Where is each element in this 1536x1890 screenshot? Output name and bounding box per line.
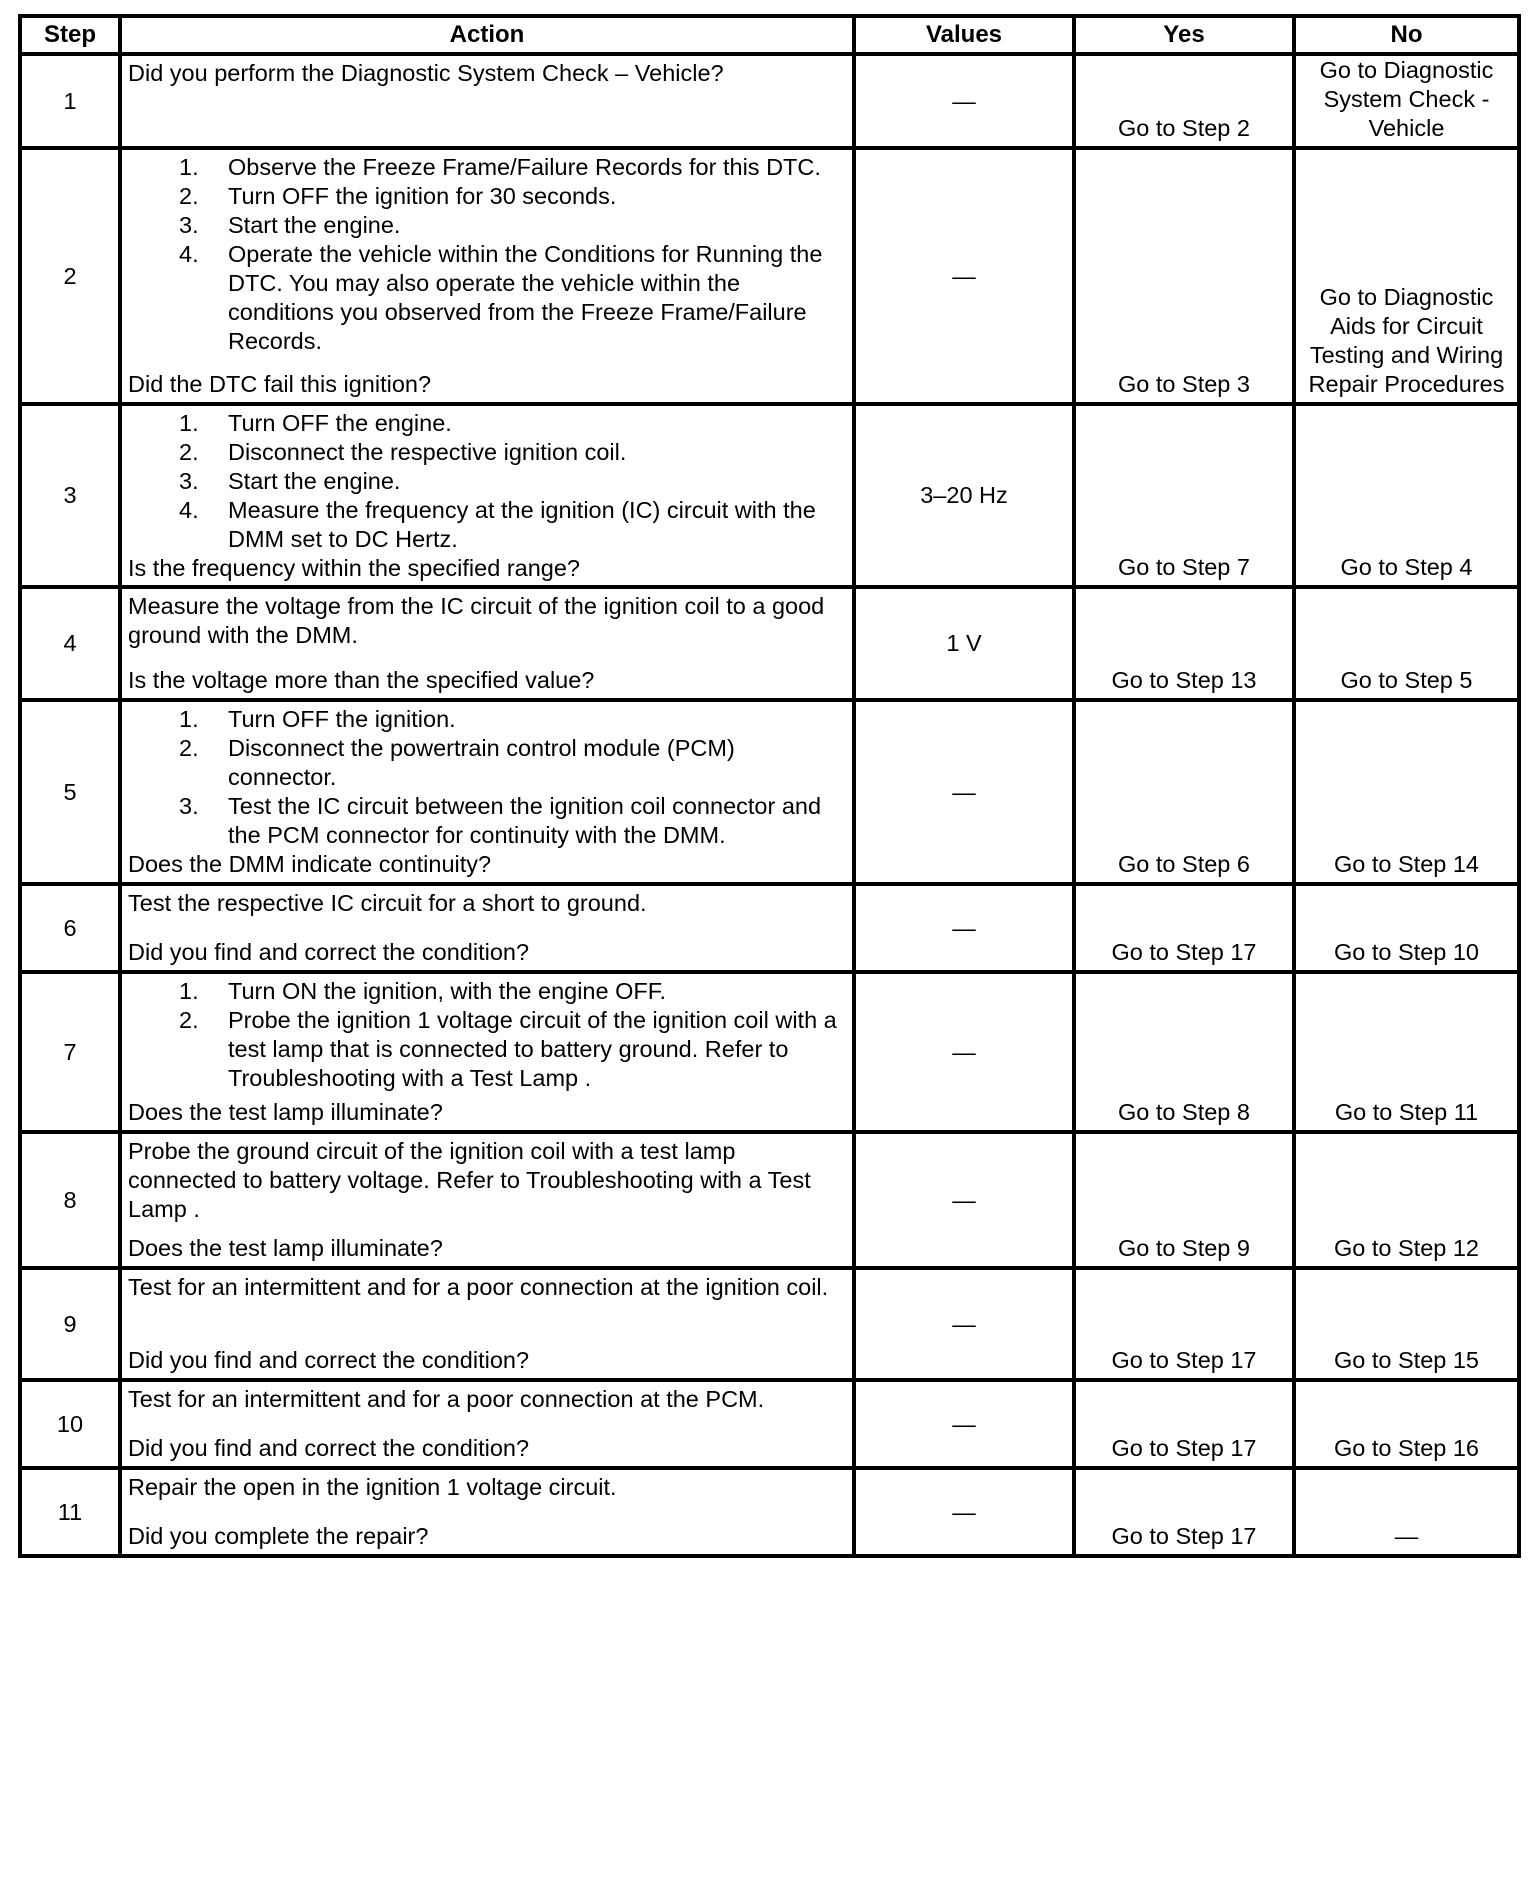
- list-item: 1. Turn ON the ignition, with the engine OFF.: [179, 978, 667, 1004]
- action-steps-list: [128, 977, 846, 1093]
- table-row: [20, 884, 1519, 972]
- no-cell: Go to Step 11: [1294, 972, 1519, 1132]
- diagnostic-table-container: [18, 14, 1517, 1558]
- step-number: 6: [20, 884, 120, 972]
- yes-cell: Go to Step 9: [1074, 1132, 1294, 1268]
- list-item: 3. Start the engine.: [179, 212, 401, 238]
- list-item-text: Disconnect the powertrain control module (PCM) connector.: [228, 735, 735, 790]
- table-header-row: [20, 16, 1519, 54]
- list-item: 3. Test the IC circuit between the ignition coil connector and the PCM connector for continuity with the DMM.: [179, 793, 822, 848]
- list-item-text: Turn ON the ignition, with the engine OFF.: [228, 978, 667, 1004]
- action-cell: [120, 1380, 854, 1468]
- diagnostic-table: [18, 14, 1521, 1558]
- action-text: Repair the open in the ignition 1 voltage circuit.: [128, 1474, 617, 1500]
- value-cell: —: [854, 148, 1074, 404]
- list-item: 1. Observe the Freeze Frame/Failure Records for this DTC.: [179, 154, 821, 180]
- no-cell: Go to Step 5: [1294, 587, 1519, 700]
- step-number: 4: [20, 587, 120, 700]
- table-body: [20, 54, 1519, 1556]
- action-steps-list: [128, 705, 846, 850]
- list-item-text: Probe the ignition 1 voltage circuit of the ignition coil with a test lamp that is connected to battery ground. Refer to Troubleshooting with a Test Lamp .: [228, 1007, 837, 1091]
- list-item: 3. Start the engine.: [179, 468, 401, 494]
- action-steps-list: [128, 409, 846, 554]
- value-cell: —: [854, 884, 1074, 972]
- no-cell: Go to Diagnostic System Check - Vehicle: [1294, 54, 1519, 148]
- table-row: [20, 148, 1519, 404]
- step-number: 1: [20, 54, 120, 148]
- list-item-text: Operate the vehicle within the Conditions for Running the DTC. You may also operate the vehicle within the conditions you observed from the Freeze Frame/Failure Records.: [228, 241, 823, 354]
- action-question: Did you find and correct the condition?: [128, 939, 530, 965]
- list-item: 2. Disconnect the respective ignition coil.: [179, 439, 627, 465]
- list-item-text: Start the engine.: [228, 468, 401, 494]
- action-cell: [120, 700, 854, 884]
- value-cell: —: [854, 700, 1074, 884]
- action-question: Did you complete the repair?: [128, 1523, 429, 1549]
- list-item: 2. Disconnect the powertrain control module (PCM) connector.: [179, 735, 735, 790]
- action-question: Did you find and correct the condition?: [128, 1347, 530, 1373]
- table-row: [20, 1268, 1519, 1380]
- no-cell: Go to Step 14: [1294, 700, 1519, 884]
- action-cell: [120, 54, 854, 148]
- action-question: Did you find and correct the condition?: [128, 1435, 530, 1461]
- value-cell: —: [854, 1380, 1074, 1468]
- action-question: Did the DTC fail this ignition?: [128, 371, 432, 397]
- action-cell: [120, 148, 854, 404]
- list-item: 4. Measure the frequency at the ignition (IC) circuit with the DMM set to DC Hertz.: [179, 497, 816, 552]
- value-cell: —: [854, 1468, 1074, 1556]
- action-text: Test for an intermittent and for a poor connection at the ignition coil.: [128, 1274, 829, 1300]
- no-cell: Go to Step 12: [1294, 1132, 1519, 1268]
- action-cell: [120, 587, 854, 700]
- value-cell: —: [854, 54, 1074, 148]
- list-item: 4. Operate the vehicle within the Conditions for Running the DTC. You may also operate the vehicle within the conditions you observed from the Freeze Frame/Failure Records.: [179, 241, 823, 354]
- step-number: 9: [20, 1268, 120, 1380]
- list-item: 2. Probe the ignition 1 voltage circuit of the ignition coil with a test lamp that is connected to battery ground. Refer to Troubleshooting with a Test Lamp .: [179, 1007, 837, 1091]
- table-row: [20, 1132, 1519, 1268]
- action-cell: [120, 972, 854, 1132]
- value-cell: —: [854, 1132, 1074, 1268]
- list-item-text: Observe the Freeze Frame/Failure Records for this DTC.: [228, 154, 821, 180]
- yes-cell: Go to Step 17: [1074, 1268, 1294, 1380]
- list-item-text: Turn OFF the ignition for 30 seconds.: [228, 183, 617, 209]
- step-number: 3: [20, 404, 120, 587]
- list-item: 1. Turn OFF the ignition.: [179, 706, 456, 732]
- step-number: 8: [20, 1132, 120, 1268]
- action-cell: [120, 1268, 854, 1380]
- yes-cell: Go to Step 17: [1074, 1380, 1294, 1468]
- step-number: 11: [20, 1468, 120, 1556]
- yes-cell: Go to Step 7: [1074, 404, 1294, 587]
- action-cell: [120, 884, 854, 972]
- yes-cell: Go to Step 8: [1074, 972, 1294, 1132]
- action-question: Is the frequency within the specified range?: [128, 555, 580, 581]
- value-cell: —: [854, 1268, 1074, 1380]
- yes-cell: Go to Step 2: [1074, 54, 1294, 148]
- table-row: [20, 700, 1519, 884]
- list-item-text: Turn OFF the ignition.: [228, 706, 456, 732]
- value-cell: —: [854, 972, 1074, 1132]
- header-yes: Yes: [1074, 16, 1294, 54]
- step-number: 2: [20, 148, 120, 404]
- action-text: Measure the voltage from the IC circuit of the ignition coil to a good ground with the DMM.: [128, 593, 825, 648]
- table-row: [20, 587, 1519, 700]
- table-row: [20, 1380, 1519, 1468]
- action-question: Does the test lamp illuminate?: [128, 1235, 443, 1261]
- no-cell: Go to Step 16: [1294, 1380, 1519, 1468]
- step-number: 10: [20, 1380, 120, 1468]
- no-cell: Go to Step 4: [1294, 404, 1519, 587]
- list-item-text: Measure the frequency at the ignition (IC) circuit with the DMM set to DC Hertz.: [228, 497, 816, 552]
- list-item-text: Disconnect the respective ignition coil.: [228, 439, 627, 465]
- header-no: No: [1294, 16, 1519, 54]
- action-cell: [120, 1132, 854, 1268]
- action-text: Test the respective IC circuit for a short to ground.: [128, 890, 647, 916]
- action-question: Does the DMM indicate continuity?: [128, 851, 492, 877]
- header-action: Action: [120, 16, 854, 54]
- action-text: Probe the ground circuit of the ignition coil with a test lamp connected to battery voltage. Refer to Troubleshooting with a Test Lamp .: [128, 1138, 811, 1222]
- action-text: Did you perform the Diagnostic System Check – Vehicle?: [128, 60, 724, 86]
- header-values: Values: [854, 16, 1074, 54]
- yes-cell: Go to Step 13: [1074, 587, 1294, 700]
- list-item-text: Test the IC circuit between the ignition coil connector and the PCM connector for continuity with the DMM.: [228, 793, 822, 848]
- table-row: [20, 972, 1519, 1132]
- step-number: 5: [20, 700, 120, 884]
- no-cell: Go to Diagnostic Aids for Circuit Testing and Wiring Repair Procedures: [1294, 148, 1519, 404]
- no-cell: Go to Step 15: [1294, 1268, 1519, 1380]
- action-cell: [120, 404, 854, 587]
- action-text: Test for an intermittent and for a poor connection at the PCM.: [128, 1386, 765, 1412]
- no-cell: Go to Step 10: [1294, 884, 1519, 972]
- header-step: Step: [20, 16, 120, 54]
- list-item-text: Start the engine.: [228, 212, 401, 238]
- yes-cell: Go to Step 6: [1074, 700, 1294, 884]
- list-item-text: Turn OFF the engine.: [228, 410, 452, 436]
- table-row: [20, 404, 1519, 587]
- value-cell: 3–20 Hz: [854, 404, 1074, 587]
- action-cell: [120, 1468, 854, 1556]
- list-item: 2. Turn OFF the ignition for 30 seconds.: [179, 183, 617, 209]
- yes-cell: Go to Step 17: [1074, 1468, 1294, 1556]
- value-cell: 1 V: [854, 587, 1074, 700]
- yes-cell: Go to Step 3: [1074, 148, 1294, 404]
- action-question: Is the voltage more than the specified value?: [128, 667, 595, 693]
- step-number: 7: [20, 972, 120, 1132]
- action-question: Does the test lamp illuminate?: [128, 1099, 443, 1125]
- action-steps-list: [128, 153, 846, 356]
- table-row: [20, 54, 1519, 148]
- yes-cell: Go to Step 17: [1074, 884, 1294, 972]
- no-cell: —: [1294, 1468, 1519, 1556]
- list-item: 1. Turn OFF the engine.: [179, 410, 452, 436]
- table-row: [20, 1468, 1519, 1556]
